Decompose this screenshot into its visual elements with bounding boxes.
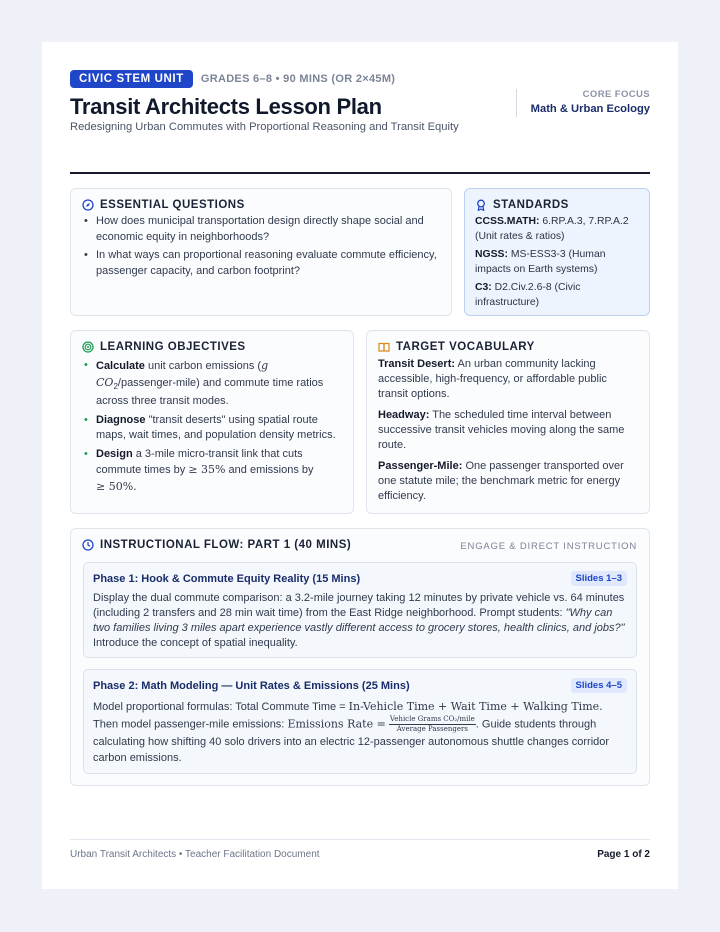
objective-item bbox=[82, 413, 342, 444]
essential-question-item: • How does municipal transportation design directly shape social and economic equity in neighborhoods? bbox=[82, 214, 440, 245]
objective-verb: Design bbox=[96, 447, 133, 460]
standards-title: STANDARDS bbox=[493, 199, 569, 211]
commute-time-formula: In-Vehicle Time + Wait Time + Walking Time. bbox=[348, 700, 603, 713]
standard-label: NGSS: bbox=[475, 249, 508, 260]
essential-questions-card bbox=[70, 188, 452, 316]
vocab-definition: An urban community lacking accessible, high-frequency, or affordable public transit options. bbox=[378, 358, 607, 400]
objective-item: • Calculate unit carbon emissions (g $CO_2/passenger-mile$) and commute time ratios across three transit modes. bbox=[82, 358, 342, 410]
objective-text: a 3-mile micro-transit link that cuts commute times by bbox=[96, 447, 303, 477]
vocab-item bbox=[378, 357, 638, 402]
page-number: Page 1 of 2 bbox=[597, 849, 650, 860]
award-icon bbox=[475, 199, 487, 211]
essential-questions-title: ESSENTIAL QUESTIONS bbox=[100, 199, 245, 211]
emissions-rate-label: Emissions Rate = bbox=[287, 717, 386, 731]
vocab-term: Passenger-Mile: bbox=[378, 460, 463, 472]
page-content bbox=[70, 70, 650, 764]
standards-heading bbox=[475, 199, 639, 211]
instructional-flow-card bbox=[70, 528, 650, 786]
standards-card bbox=[464, 188, 650, 316]
fraction-numerator: Vehicle Grams CO₂/mile bbox=[389, 715, 475, 723]
emissions-fraction bbox=[389, 715, 476, 734]
phase-2-body bbox=[93, 699, 627, 766]
objective-text: unit carbon emissions ( bbox=[147, 360, 262, 372]
book-icon bbox=[378, 341, 390, 353]
phase-2-block bbox=[83, 669, 637, 774]
phase-1-block bbox=[83, 562, 637, 658]
phase-1-body bbox=[93, 591, 627, 651]
page-subtitle: Redesigning Urban Commutes with Proportional Reasoning and Transit Equity bbox=[70, 121, 459, 133]
standard-text: D2.Civ.2.6-8 (Civic infrastructure) bbox=[475, 282, 581, 308]
phase-2-text: . Guide students through calculating how shifting 40 solo drivers into an electric 12-passenger autonomous shuttle changes corridor carbon emissions. bbox=[93, 718, 610, 764]
phase-1-quote: "Why can two families living 3 miles apart experience vastly different access to grocery stores, health clinics, and jobs?" bbox=[93, 607, 625, 634]
objective-math: ≥ 35% bbox=[188, 463, 226, 477]
phase-1-slides-badge: Slides 1–3 bbox=[571, 571, 627, 586]
unit-badge: CIVIC STEM UNIT bbox=[70, 70, 193, 88]
target-vocabulary-card bbox=[366, 330, 650, 514]
target-icon bbox=[82, 341, 94, 353]
page-footer bbox=[70, 839, 650, 860]
phase-1-text: Introduce the concept of spatial inequality. bbox=[93, 637, 298, 649]
objective-text: /passenger-mile) and commute time ratios across three transit modes. bbox=[96, 376, 324, 408]
phase-2-title: Phase 2: Math Modeling — Unit Rates & Emissions (25 Mins) bbox=[93, 680, 410, 692]
phase-1-title: Phase 1: Hook & Commute Equity Reality (15 Mins) bbox=[93, 573, 361, 585]
objective-math: CO bbox=[96, 375, 114, 389]
objective-math: ≥ 50%. bbox=[96, 479, 137, 493]
lesson-plan-page bbox=[42, 42, 678, 889]
fraction-denominator: Average Passengers bbox=[396, 725, 468, 733]
phase-1-text: Display the dual commute comparison: a 3.2-mile journey taking 12 minutes by private vehicle vs. 64 minutes (including 2 transfers and 28 min wait time) from the East Ridge neighborhood. Prompt students: bbox=[93, 592, 625, 619]
flow-stage-label: ENGAGE & DIRECT INSTRUCTION bbox=[460, 541, 637, 552]
objective-verb: Diagnose bbox=[96, 413, 146, 426]
standard-label: CCSS.MATH: bbox=[475, 216, 540, 227]
target-vocabulary-title: TARGET VOCABULARY bbox=[396, 341, 535, 353]
grade-duration-label: GRADES 6–8 • 90 MINS (OR 2×45M) bbox=[200, 73, 396, 85]
phase-2-text: Model proportional formulas: Total Commute Time = bbox=[93, 701, 346, 713]
essential-question-item: • In what ways can proportional reasoning evaluate commute efficiency, passenger capacity, and carbon footprint? bbox=[82, 248, 440, 279]
clock-icon bbox=[82, 539, 94, 551]
target-vocabulary-heading bbox=[378, 341, 638, 353]
standard-text: 6.RP.A.3, 7.RP.A.2 (Unit rates & ratios) bbox=[475, 216, 629, 242]
vocab-item bbox=[378, 408, 638, 453]
learning-objectives-card bbox=[70, 330, 354, 514]
objective-text: "transit deserts" using spatial route maps, wait times, and population density metrics. bbox=[96, 413, 336, 442]
standard-item bbox=[475, 215, 639, 244]
core-focus-value: Math & Urban Ecology bbox=[530, 103, 650, 115]
tag-row bbox=[70, 70, 395, 88]
vocab-term: Transit Desert: bbox=[378, 358, 456, 370]
objective-verb: Calculate bbox=[96, 360, 145, 372]
footer-document-label: Urban Transit Architects • Teacher Facilitation Document bbox=[70, 849, 320, 860]
objective-item bbox=[82, 447, 342, 496]
page-title: Transit Architects Lesson Plan bbox=[70, 94, 382, 119]
phase-2-text: Then model passenger-mile emissions: bbox=[93, 718, 285, 731]
vocab-definition: One passenger transported over one statute mile; the benchmark metric for energy efficiency. bbox=[378, 460, 624, 502]
objective-math: g bbox=[261, 359, 269, 372]
essential-questions-heading bbox=[82, 199, 440, 211]
compass-icon bbox=[82, 199, 94, 211]
core-focus bbox=[516, 89, 650, 117]
standard-label: C3: bbox=[475, 282, 492, 293]
vocab-item bbox=[378, 459, 638, 504]
vocab-term: Headway: bbox=[378, 409, 430, 421]
vocab-definition: The scheduled time interval between successive transit vehicles moving along the same route. bbox=[378, 409, 625, 451]
standard-text: MS-ESS3-3 (Human impacts on Earth systems) bbox=[475, 249, 606, 275]
objective-text: and emissions by bbox=[228, 464, 314, 477]
learning-objectives-title: LEARNING OBJECTIVES bbox=[100, 341, 246, 353]
page-header bbox=[70, 70, 650, 174]
standard-item bbox=[475, 248, 639, 277]
standard-item bbox=[475, 281, 639, 310]
instructional-flow-title: INSTRUCTIONAL FLOW: PART 1 (40 MINS) bbox=[100, 539, 352, 551]
core-focus-label: CORE FOCUS bbox=[582, 89, 650, 100]
learning-objectives-heading bbox=[82, 341, 342, 353]
phase-2-slides-badge: Slides 4–5 bbox=[571, 678, 627, 693]
